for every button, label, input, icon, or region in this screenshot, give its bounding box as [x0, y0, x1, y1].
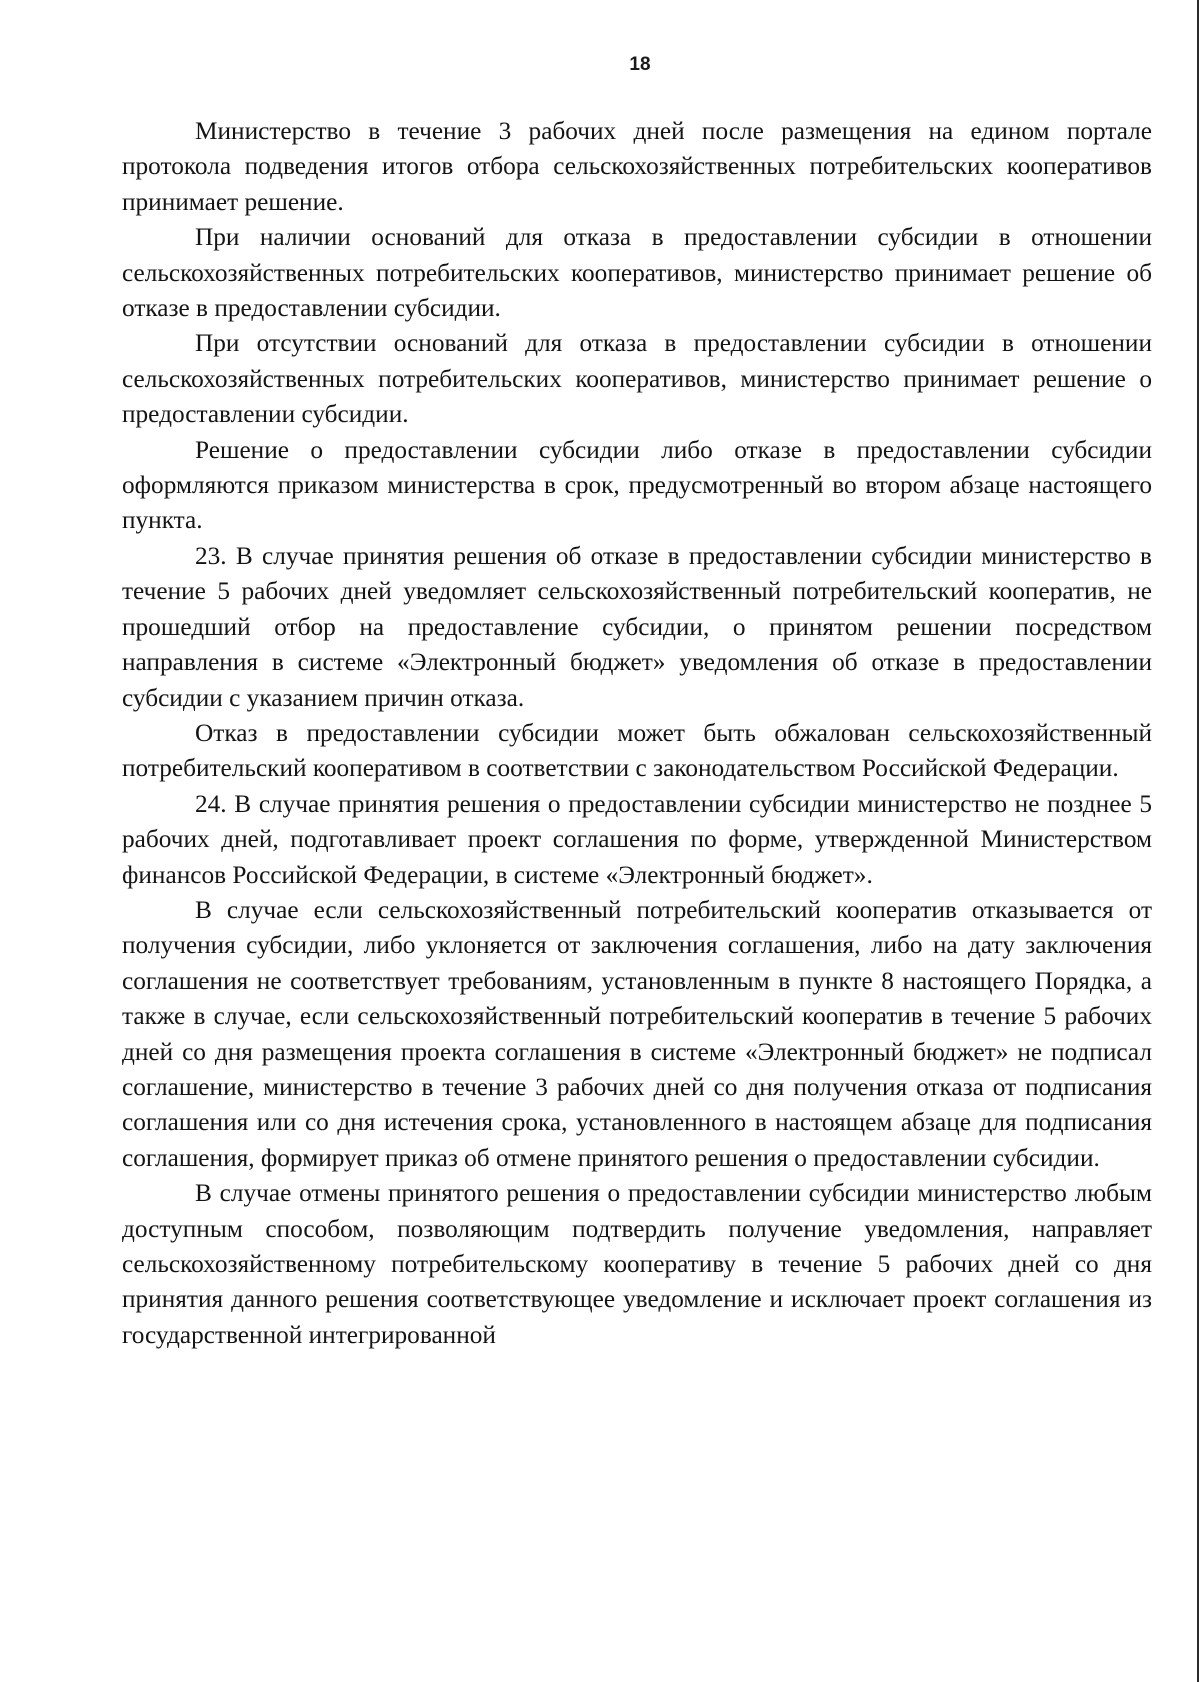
paragraph-decision-order: Решение о предоставлении субсидии либо отказе в предоставлении субсидии оформляются приказом министерства в срок, предусмотренный во втором абзаце настоящего пункта.	[122, 435, 1152, 535]
paragraph-cancellation-notice: В случае отмены принятого решения о предоставлении субсидии министерство любым доступным способом, позволяющим подтвердить получение уведомления, направляет сельскохозяйственному потребительскому кооперативу в течение 5 рабочих дней со дня принятия данного решения соответствующее уведомление и исключает проект соглашения из государственной интегрированной	[122, 1179, 1152, 1349]
paragraph-appeal: Отказ в предоставлении субсидии может быть обжалован сельскохозяйственный потребительский кооперативом в соответствии с законодательством Российской Федерации.	[122, 718, 1152, 783]
paragraph-item-23: 23. В случае принятия решения об отказе в предоставлении субсидии министерство в течение 5 рабочих дней уведомляет сельскохозяйственный потребительский кооператив, не прошедший отбор на предоставление субсидии, о принятом решении посредством направления в системе «Электронный бюджет» уведомления об отказе в предоставлении субсидии с указанием причин отказа.	[122, 541, 1152, 712]
document-body	[122, 114, 1152, 1353]
paragraph-cancellation-conditions: В случае если сельскохозяйственный потребительский кооператив отказывается от получения субсидии, либо уклоняется от заключения соглашения, либо на дату заключения соглашения не соответствует требованиям, установленным в пункте 8 настоящего Порядка, а также в случае, если сельскохозяйственный потребительский кооператив в течение 5 рабочих дней со дня размещения проекта соглашения в системе «Электронный бюджет» не подписал соглашение, министерство в течение 3 рабочих дней со дня получения отказа от подписания соглашения или со дня истечения срока, установленного в настоящем абзаце для подписания соглашения, формирует приказ об отмене принятого решения о предоставлении субсидии.	[122, 895, 1152, 1172]
paragraph-ministry-decision: Министерство в течение 3 рабочих дней после размещения на едином портале протокола подведения итогов отбора сельскохозяйственных потребительских кооперативов принимает решение.	[122, 117, 1152, 216]
paragraph-item-24: 24. В случае принятия решения о предоставлении субсидии министерство не позднее 5 рабочих дней, подготавливает проект соглашения по форме, утвержденной Министерством финансов Российской Федерации, в системе «Электронный бюджет».	[122, 789, 1152, 889]
page-edge-line	[1197, 0, 1199, 1682]
page-number: 18	[629, 54, 651, 75]
paragraph-refusal-grounds: При наличии оснований для отказа в предоставлении субсидии в отношении сельскохозяйственных потребительских кооперативов, министерство принимает решение об отказе в предоставлении субсидии.	[122, 223, 1152, 323]
paragraph-no-refusal-grounds: При отсутствии оснований для отказа в предоставлении субсидии в отношении сельскохозяйственных потребительских кооперативов, министерство принимает решение о предоставлении субсидии.	[122, 329, 1152, 429]
